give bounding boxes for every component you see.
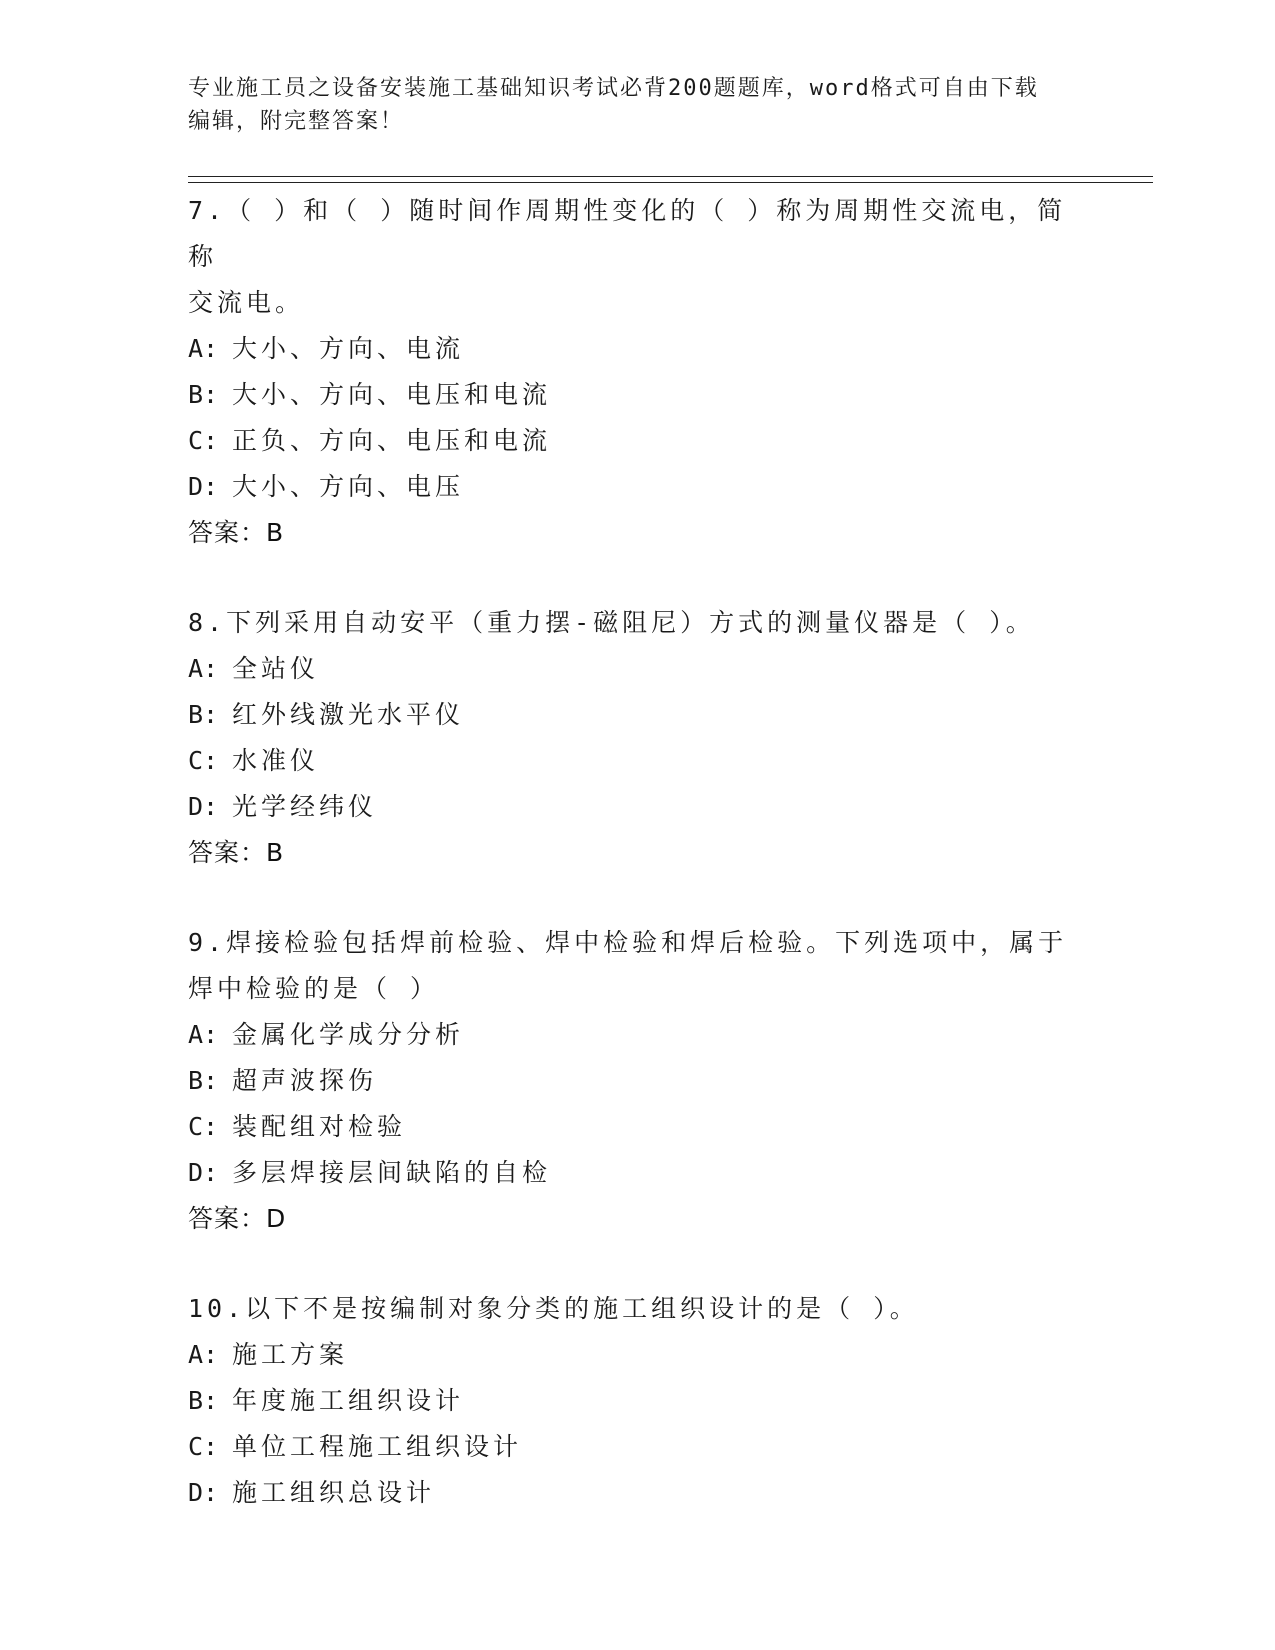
option-b — [188, 1058, 1088, 1104]
question-9 — [188, 920, 1088, 1242]
option-a — [188, 1012, 1088, 1058]
option-key: A: — [188, 1020, 219, 1049]
option-text: 全站仪 — [232, 654, 320, 683]
option-a — [188, 646, 1088, 692]
option-text: 施工组织总设计 — [232, 1478, 436, 1507]
option-text: 大小、方向、电压 — [232, 472, 465, 501]
option-a — [188, 326, 1088, 372]
option-text: 超声波探伤 — [232, 1066, 378, 1095]
option-key: B: — [188, 700, 219, 729]
option-b — [188, 372, 1088, 418]
question-stem-line-1: 7.（ ）和（ ）随时间作周期性变化的（ ）称为周期性交流电，简称 — [188, 196, 1067, 271]
option-d — [188, 784, 1088, 830]
document-header — [188, 72, 1088, 138]
question-8 — [188, 600, 1088, 876]
question-stem-line-1: 10.以下不是按编制对象分类的施工组织设计的是（ ）。 — [188, 1294, 919, 1323]
option-text: 年度施工组织设计 — [232, 1386, 465, 1415]
header-divider-top — [188, 176, 1153, 177]
option-text: 装配组对检验 — [232, 1112, 407, 1141]
option-c — [188, 1104, 1088, 1150]
option-key: C: — [188, 1112, 219, 1141]
option-key: C: — [188, 1432, 219, 1461]
question-list — [188, 188, 1088, 1560]
question-10 — [188, 1286, 1088, 1516]
option-text: 单位工程施工组织设计 — [232, 1432, 523, 1461]
option-key: D: — [188, 472, 219, 501]
question-7 — [188, 188, 1088, 556]
option-text: 正负、方向、电压和电流 — [232, 426, 552, 455]
option-d — [188, 1470, 1088, 1516]
option-b — [188, 1378, 1088, 1424]
option-key: B: — [188, 1066, 219, 1095]
option-a — [188, 1332, 1088, 1378]
header-line-2: 编辑，附完整答案！ — [188, 109, 405, 134]
option-text: 大小、方向、电流 — [232, 334, 465, 363]
option-key: B: — [188, 380, 219, 409]
answer-line: 答案：B — [188, 518, 285, 547]
option-text: 红外线激光水平仪 — [232, 700, 465, 729]
option-key: D: — [188, 792, 219, 821]
answer-line: 答案：D — [188, 1204, 287, 1233]
option-key: D: — [188, 1478, 219, 1507]
option-key: A: — [188, 1340, 219, 1369]
option-b — [188, 692, 1088, 738]
option-d — [188, 1150, 1088, 1196]
answer-line: 答案：B — [188, 838, 285, 867]
option-text: 施工方案 — [232, 1340, 349, 1369]
option-key: C: — [188, 746, 219, 775]
option-key: A: — [188, 654, 219, 683]
question-stem-line-2: 焊中检验的是（ ） — [188, 974, 440, 1003]
option-key: C: — [188, 426, 219, 455]
header-line-1: 专业施工员之设备安装施工基础知识考试必背200题题库，word格式可自由下载 — [188, 76, 1039, 101]
question-stem-line-1: 8.下列采用自动安平（重力摆-磁阻尼）方式的测量仪器是（ ）。 — [188, 608, 1035, 637]
header-divider-bottom — [188, 182, 1153, 183]
option-d — [188, 464, 1088, 510]
option-text: 金属化学成分分析 — [232, 1020, 465, 1049]
question-stem-line-1: 9.焊接检验包括焊前检验、焊中检验和焊后检验。下列选项中，属于 — [188, 928, 1068, 957]
option-c — [188, 418, 1088, 464]
option-key: B: — [188, 1386, 219, 1415]
option-c — [188, 1424, 1088, 1470]
option-key: D: — [188, 1158, 219, 1187]
option-c — [188, 738, 1088, 784]
option-text: 多层焊接层间缺陷的自检 — [232, 1158, 552, 1187]
option-key: A: — [188, 334, 219, 363]
option-text: 大小、方向、电压和电流 — [232, 380, 552, 409]
option-text: 光学经纬仪 — [232, 792, 378, 821]
option-text: 水准仪 — [232, 746, 320, 775]
question-stem-line-2: 交流电。 — [188, 288, 305, 317]
